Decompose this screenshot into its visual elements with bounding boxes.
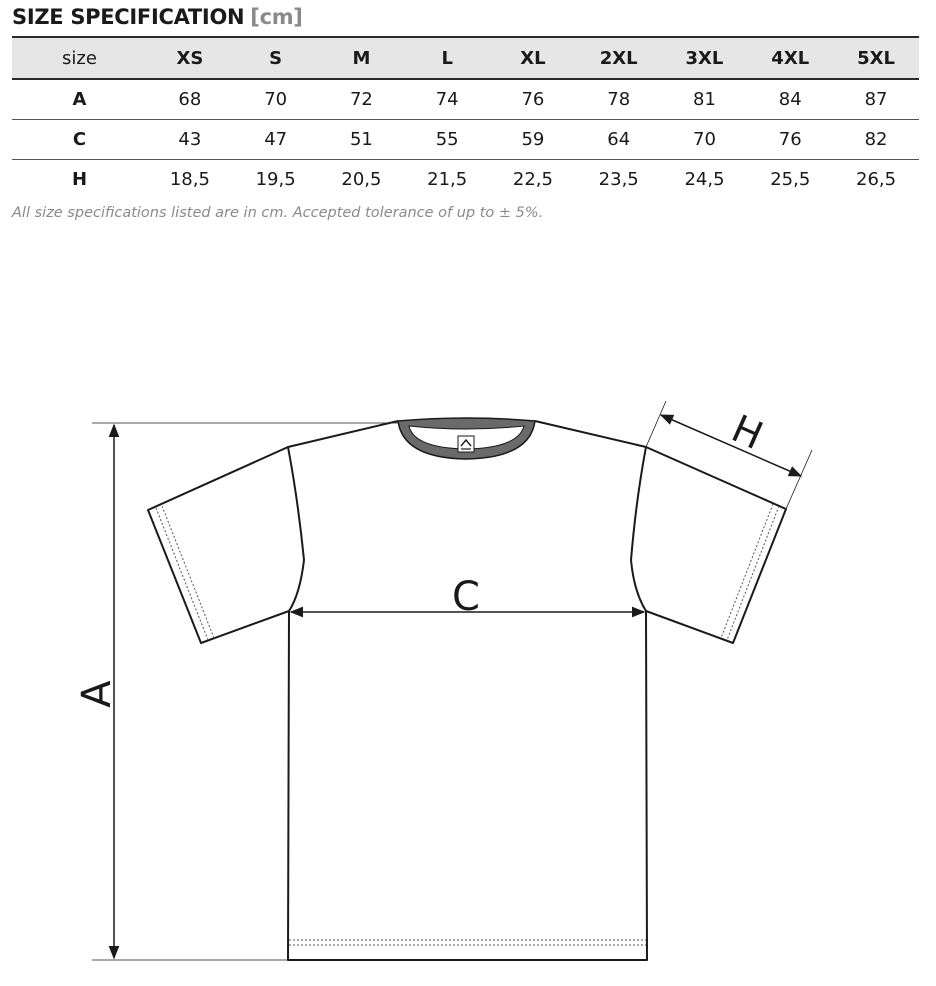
column-header: S (233, 37, 319, 79)
table-cell: 19,5 (255, 169, 296, 190)
table-cell: 43 (147, 120, 233, 160)
brand-label-icon (458, 436, 474, 452)
dimension-h (646, 401, 812, 509)
table-cell: 47 (233, 120, 319, 160)
table-cell: 59 (490, 120, 576, 160)
table-cell: 55 (404, 120, 490, 160)
column-header: 3XL (662, 37, 748, 79)
column-header: size (12, 37, 147, 79)
table-cell: 81 (662, 79, 748, 120)
table-cell: 70 (662, 120, 748, 160)
table-cell: 23,5 (598, 169, 639, 190)
table-cell: 64 (576, 120, 662, 160)
column-header: L (404, 37, 490, 79)
table-cell: 51 (319, 120, 405, 160)
tshirt-outline-icon (148, 421, 786, 960)
column-header: XS (147, 37, 233, 79)
row-label: H (71, 169, 88, 190)
table-cell: 78 (576, 79, 662, 120)
title-text: SIZE SPECIFICATION (12, 5, 245, 29)
dimension-a (74, 423, 398, 960)
dimension-label-a: A (74, 680, 120, 708)
table-cell: 72 (319, 79, 405, 120)
dimension-label-h: H (725, 406, 770, 459)
row-label: A (12, 79, 147, 120)
table-cell: 76 (747, 120, 833, 160)
table-cell: 26,5 (856, 169, 897, 190)
dimension-c (291, 574, 644, 620)
dimension-label-c: C (452, 574, 480, 620)
column-header: 4XL (747, 37, 833, 79)
table-cell: 76 (490, 79, 576, 120)
table-cell: 82 (833, 120, 919, 160)
column-header: 2XL (576, 37, 662, 79)
table-cell: 74 (404, 79, 490, 120)
title-unit: [cm] (250, 5, 303, 29)
collar (398, 418, 535, 459)
table-cell: 68 (147, 79, 233, 120)
table-cell: 24,5 (684, 169, 725, 190)
table-cell: 22,5 (512, 169, 553, 190)
table-cell: 21,5 (427, 169, 468, 190)
column-header: M (319, 37, 405, 79)
table-cell: 20,5 (341, 169, 382, 190)
tolerance-note: All size specifications listed are in cm. Accepted tolerance of up to ± 5%. (12, 205, 544, 221)
column-header: XL (490, 37, 576, 79)
column-header: 5XL (833, 37, 919, 79)
table-cell: 70 (233, 79, 319, 120)
row-label: C (12, 120, 147, 160)
table-cell: 25,5 (770, 169, 811, 190)
stitching (156, 504, 779, 945)
table-cell: 18,5 (169, 169, 210, 190)
table-cell: 87 (833, 79, 919, 120)
table-cell: 84 (747, 79, 833, 120)
